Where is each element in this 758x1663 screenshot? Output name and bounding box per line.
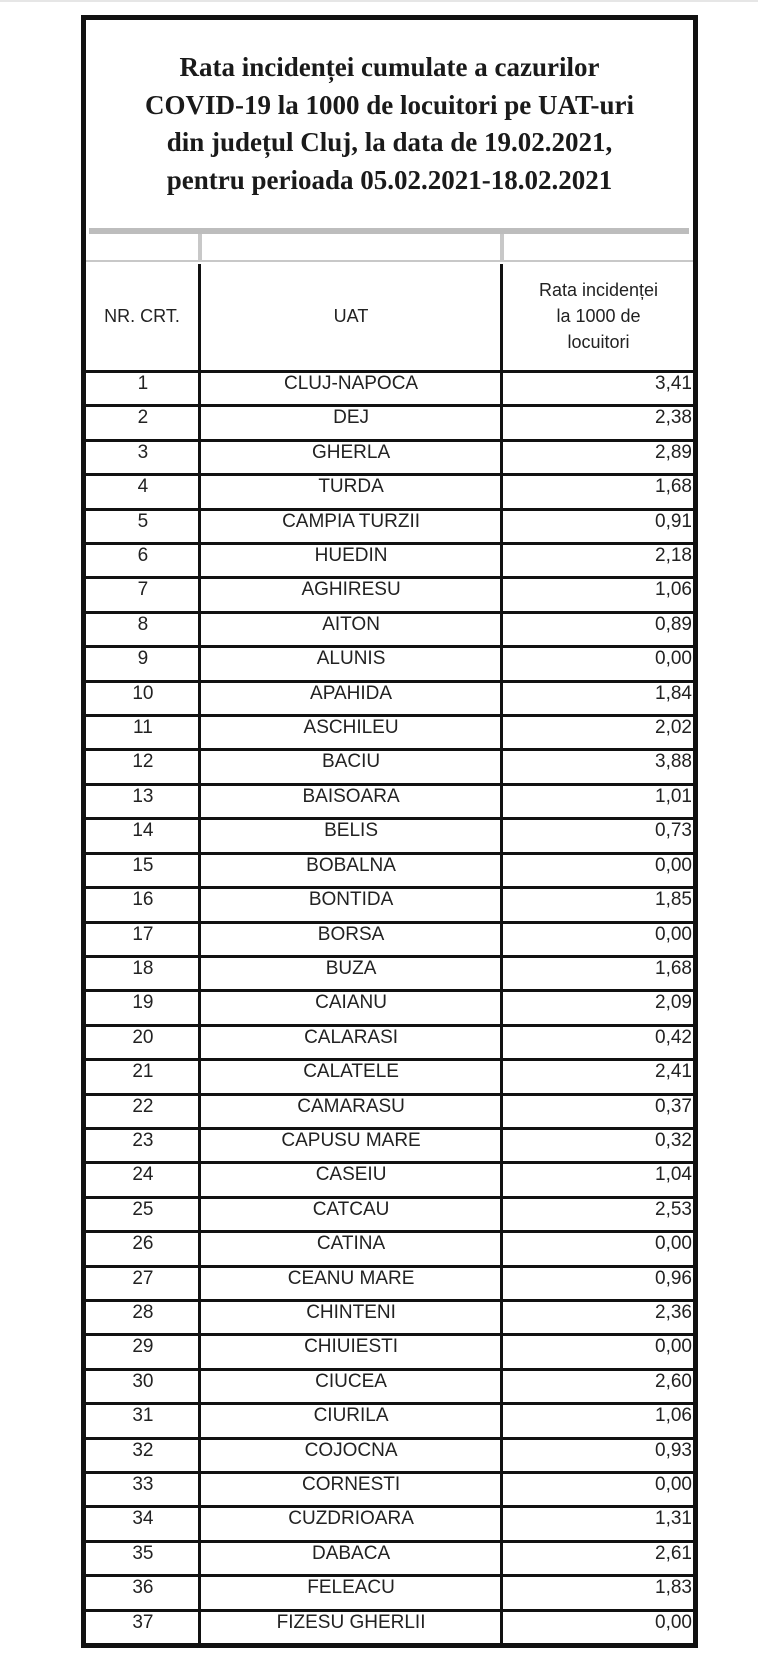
row-number: 34 bbox=[132, 1508, 154, 1530]
row-uat-name: CATCAU bbox=[312, 1198, 390, 1220]
row-uat-name: ASCHILEU bbox=[303, 717, 399, 739]
row-number: 4 bbox=[137, 476, 149, 498]
table-row bbox=[86, 817, 693, 851]
row-uat-name: CIUCEA bbox=[315, 1370, 387, 1392]
row-uat-name: DABACA bbox=[311, 1542, 391, 1564]
row-number: 13 bbox=[132, 785, 154, 807]
row-incidence-rate: 0,00 bbox=[655, 854, 692, 876]
row-number: 10 bbox=[132, 682, 154, 704]
row-incidence-rate: 2,89 bbox=[655, 441, 692, 463]
row-incidence-rate: 2,60 bbox=[655, 1370, 692, 1392]
row-incidence-rate: 2,18 bbox=[655, 545, 692, 567]
table-row bbox=[86, 1093, 693, 1127]
row-incidence-rate: 1,68 bbox=[655, 957, 692, 979]
title-line: Rata incidenței cumulate a cazurilor bbox=[179, 52, 600, 82]
row-number: 23 bbox=[132, 1129, 154, 1151]
table-body bbox=[86, 370, 693, 1643]
table-row bbox=[86, 1230, 693, 1264]
table-row bbox=[86, 576, 693, 610]
table-row bbox=[86, 1299, 693, 1333]
row-uat-name: BUZA bbox=[325, 957, 377, 979]
row-uat-name: CAMARASU bbox=[297, 1095, 405, 1117]
row-uat-name: CALATELE bbox=[303, 1061, 399, 1083]
row-number: 18 bbox=[132, 957, 154, 979]
table-row bbox=[86, 1505, 693, 1539]
row-incidence-rate: 0,89 bbox=[655, 613, 692, 635]
row-number: 22 bbox=[132, 1095, 154, 1117]
title-line: pentru perioada 05.02.2021-18.02.2021 bbox=[166, 164, 613, 195]
row-number: 3 bbox=[137, 441, 149, 463]
row-number: 29 bbox=[132, 1336, 154, 1358]
row-incidence-rate: 1,06 bbox=[655, 1405, 692, 1427]
row-incidence-rate: 0,00 bbox=[655, 1233, 692, 1255]
row-uat-name: FIZESU GHERLII bbox=[276, 1611, 426, 1633]
table-row bbox=[86, 1161, 693, 1195]
table-row bbox=[86, 1437, 693, 1471]
row-number: 5 bbox=[137, 510, 149, 532]
row-uat-name: CATINA bbox=[316, 1233, 386, 1255]
row-number: 14 bbox=[132, 820, 154, 842]
table-row bbox=[86, 370, 693, 404]
row-incidence-rate: 0,00 bbox=[655, 1611, 692, 1633]
table-row bbox=[86, 645, 693, 679]
row-uat-name: CLUJ-NAPOCA bbox=[284, 373, 419, 394]
row-incidence-rate: 0,37 bbox=[655, 1095, 692, 1117]
row-number: 35 bbox=[132, 1542, 154, 1564]
header-rate-line: la 1000 de bbox=[556, 306, 641, 326]
table-row bbox=[86, 1368, 693, 1402]
row-uat-name: BONTIDA bbox=[308, 889, 394, 911]
row-number: 33 bbox=[132, 1474, 154, 1495]
row-number: 6 bbox=[137, 545, 149, 567]
row-uat-name: AGHIRESU bbox=[301, 579, 401, 601]
table-row bbox=[86, 1574, 693, 1608]
header-rate bbox=[504, 264, 693, 368]
row-incidence-rate: 2,09 bbox=[655, 992, 692, 1014]
row-uat-name: CAIANU bbox=[315, 992, 387, 1014]
row-number: 17 bbox=[132, 923, 154, 945]
row-incidence-rate: 2,53 bbox=[655, 1198, 692, 1220]
row-uat-name: BACIU bbox=[322, 751, 381, 773]
table-row bbox=[86, 1024, 693, 1058]
incidence-table-document bbox=[81, 15, 698, 1648]
table-row bbox=[86, 611, 693, 645]
row-number: 19 bbox=[132, 992, 154, 1014]
row-incidence-rate: 0,00 bbox=[655, 1474, 692, 1495]
row-incidence-rate: 1,06 bbox=[655, 579, 692, 601]
row-uat-name: CHINTENI bbox=[306, 1301, 396, 1323]
table-row bbox=[86, 1265, 693, 1299]
empty-spacer-row bbox=[86, 234, 693, 262]
row-incidence-rate: 2,36 bbox=[655, 1301, 692, 1323]
row-incidence-rate: 3,88 bbox=[655, 751, 692, 773]
row-number: 25 bbox=[132, 1198, 154, 1220]
table-row bbox=[86, 714, 693, 748]
row-number: 28 bbox=[132, 1301, 154, 1323]
header-rate-line: Rata incidenței bbox=[538, 280, 659, 300]
row-uat-name: COJOCNA bbox=[304, 1439, 398, 1461]
title-line: COVID-19 la 1000 de locuitori pe UAT-uri bbox=[145, 89, 634, 120]
row-uat-name: TURDA bbox=[318, 476, 384, 498]
row-incidence-rate: 1,84 bbox=[655, 682, 692, 704]
row-uat-name: BELIS bbox=[324, 820, 378, 842]
row-incidence-rate: 2,02 bbox=[655, 717, 692, 739]
spacer-bottom-line bbox=[86, 260, 693, 262]
title-line: din județul Cluj, la data de 19.02.2021, bbox=[166, 127, 613, 157]
table-row bbox=[86, 955, 693, 989]
table-row bbox=[86, 1333, 693, 1367]
row-incidence-rate: 1,68 bbox=[655, 476, 692, 498]
row-uat-name: CASEIU bbox=[315, 1164, 387, 1186]
row-uat-name: HUEDIN bbox=[314, 545, 388, 567]
row-uat-name: BOBALNA bbox=[306, 854, 396, 876]
row-incidence-rate: 0,32 bbox=[655, 1129, 692, 1151]
row-incidence-rate: 0,91 bbox=[655, 510, 692, 532]
table-row bbox=[86, 473, 693, 507]
row-number: 12 bbox=[132, 751, 154, 773]
row-number: 7 bbox=[137, 579, 149, 601]
spacer-divider bbox=[198, 234, 202, 262]
row-incidence-rate: 0,00 bbox=[655, 923, 692, 945]
row-number: 32 bbox=[132, 1439, 154, 1461]
row-uat-name: CUZDRIOARA bbox=[288, 1508, 414, 1530]
table-row bbox=[86, 886, 693, 920]
row-uat-name: AITON bbox=[322, 613, 380, 635]
table-row bbox=[86, 508, 693, 542]
row-uat-name: ALUNIS bbox=[316, 648, 386, 670]
row-uat-name: FELEACU bbox=[307, 1577, 395, 1599]
row-uat-name: GHERLA bbox=[311, 441, 391, 463]
header-uat: UAT bbox=[333, 305, 369, 326]
table-row bbox=[86, 680, 693, 714]
row-incidence-rate: 0,42 bbox=[655, 1026, 692, 1048]
table-header bbox=[86, 264, 693, 368]
row-uat-name: CAMPIA TURZII bbox=[282, 510, 421, 532]
row-incidence-rate: 0,93 bbox=[655, 1439, 692, 1461]
row-incidence-rate: 0,00 bbox=[655, 1336, 692, 1358]
row-number: 16 bbox=[132, 889, 154, 911]
table-row bbox=[86, 404, 693, 438]
row-number: 36 bbox=[132, 1577, 154, 1599]
table-row bbox=[86, 542, 693, 576]
header-rate-line: locuitori bbox=[567, 332, 630, 352]
row-number: 15 bbox=[132, 854, 154, 876]
table-row bbox=[86, 1471, 693, 1505]
table-row bbox=[86, 1058, 693, 1092]
table-row bbox=[86, 1127, 693, 1161]
top-edge-line bbox=[0, 0, 758, 2]
row-number: 8 bbox=[137, 613, 149, 635]
row-incidence-rate: 1,01 bbox=[655, 785, 692, 807]
row-incidence-rate: 3,41 bbox=[655, 373, 692, 394]
table-row bbox=[86, 439, 693, 473]
spacer-divider bbox=[500, 234, 504, 262]
row-number: 27 bbox=[132, 1267, 154, 1289]
row-uat-name: CHIUIESTI bbox=[304, 1336, 399, 1358]
row-number: 30 bbox=[132, 1370, 154, 1392]
row-number: 1 bbox=[137, 373, 149, 394]
table-row bbox=[86, 748, 693, 782]
row-number: 2 bbox=[137, 407, 149, 429]
row-uat-name: APAHIDA bbox=[310, 682, 393, 704]
row-uat-name: DEJ bbox=[333, 407, 370, 429]
row-number: 24 bbox=[132, 1164, 154, 1186]
document-title bbox=[86, 20, 693, 228]
row-incidence-rate: 2,61 bbox=[655, 1542, 692, 1564]
table-row bbox=[86, 1402, 693, 1436]
row-incidence-rate: 1,83 bbox=[655, 1577, 692, 1599]
row-uat-name: BAISOARA bbox=[302, 785, 400, 807]
row-uat-name: CEANU MARE bbox=[287, 1267, 415, 1289]
row-uat-name: CAPUSU MARE bbox=[281, 1129, 421, 1151]
row-number: 37 bbox=[132, 1611, 154, 1633]
row-incidence-rate: 1,04 bbox=[655, 1164, 692, 1186]
table-row bbox=[86, 1609, 693, 1643]
row-number: 20 bbox=[132, 1026, 154, 1048]
row-number: 26 bbox=[132, 1233, 154, 1255]
row-incidence-rate: 1,85 bbox=[655, 889, 692, 911]
row-incidence-rate: 0,00 bbox=[655, 648, 692, 670]
table-row bbox=[86, 783, 693, 817]
row-number: 11 bbox=[133, 717, 153, 739]
row-number: 21 bbox=[132, 1061, 154, 1083]
table-row bbox=[86, 989, 693, 1023]
row-uat-name: CALARASI bbox=[304, 1026, 399, 1048]
table-row bbox=[86, 852, 693, 886]
row-incidence-rate: 1,31 bbox=[655, 1508, 692, 1530]
row-uat-name: CIURILA bbox=[313, 1405, 389, 1427]
header-nr-crt: NR. CRT. bbox=[104, 305, 180, 326]
row-uat-name: CORNESTI bbox=[301, 1474, 401, 1495]
row-number: 31 bbox=[132, 1405, 154, 1427]
table-row bbox=[86, 1540, 693, 1574]
row-incidence-rate: 2,41 bbox=[655, 1061, 692, 1083]
row-incidence-rate: 0,96 bbox=[655, 1267, 692, 1289]
row-number: 9 bbox=[137, 648, 149, 670]
table-row bbox=[86, 921, 693, 955]
table-row bbox=[86, 1196, 693, 1230]
row-uat-name: BORSA bbox=[317, 923, 385, 945]
row-incidence-rate: 0,73 bbox=[655, 820, 692, 842]
row-incidence-rate: 2,38 bbox=[655, 407, 692, 429]
